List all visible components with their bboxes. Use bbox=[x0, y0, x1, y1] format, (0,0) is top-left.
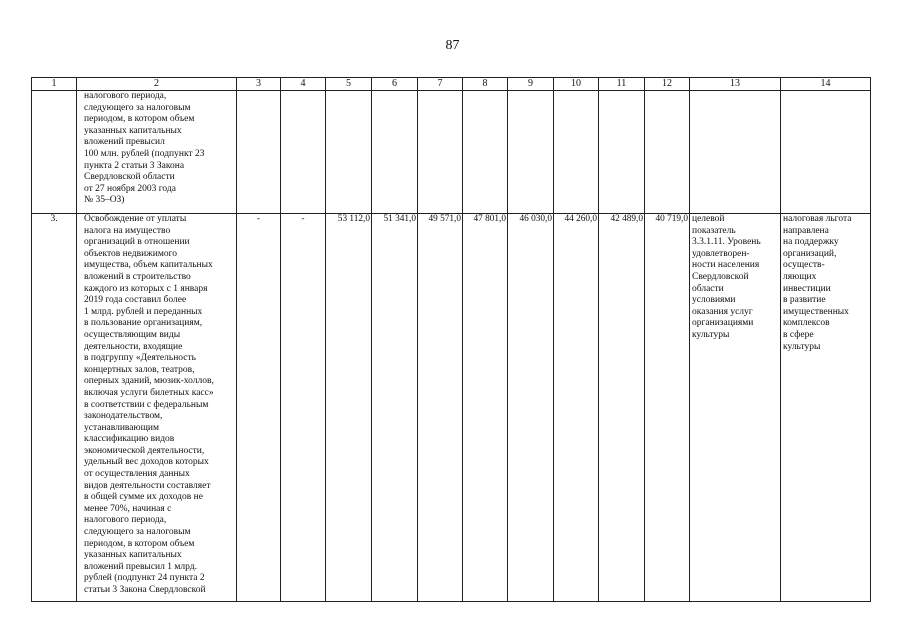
column-header: 13 bbox=[690, 78, 781, 91]
table-cell bbox=[554, 91, 599, 214]
row-number-cell: 3. bbox=[32, 214, 77, 602]
column-header: 10 bbox=[554, 78, 599, 91]
table-cell bbox=[237, 91, 281, 214]
value-cell: 46 030,0 bbox=[508, 214, 554, 602]
column-header: 9 bbox=[508, 78, 554, 91]
value-cell: 42 489,0 bbox=[599, 214, 645, 602]
table-cell bbox=[508, 91, 554, 214]
table-cell bbox=[781, 91, 871, 214]
value-cell: 49 571,0 bbox=[418, 214, 463, 602]
value-cell: 51 341,0 bbox=[372, 214, 418, 602]
benefit-purpose-cell: налоговая льгота направлена на поддержку организаций, осуществ- ляющих инвестиции в развитие имущественных комплексов в сфере культуры bbox=[781, 214, 871, 602]
target-indicator-cell: целевой показатель 3.3.1.11. Уровень удовлетворен- ности населения Свердловской области условиями оказания услуг организациями культуры bbox=[690, 214, 781, 602]
row-number-cell bbox=[32, 91, 77, 214]
table-cell bbox=[326, 91, 372, 214]
column-header: 1 bbox=[32, 78, 77, 91]
value-cell: 40 719,0 bbox=[645, 214, 690, 602]
table-cell bbox=[645, 91, 690, 214]
value-cell: 53 112,0 bbox=[326, 214, 372, 602]
column-header: 4 bbox=[281, 78, 326, 91]
table-cell bbox=[690, 91, 781, 214]
value-cell: 44 260,0 bbox=[554, 214, 599, 602]
column-header: 12 bbox=[645, 78, 690, 91]
table-cell bbox=[418, 91, 463, 214]
column-header: 5 bbox=[326, 78, 372, 91]
column-header: 11 bbox=[599, 78, 645, 91]
column-header: 3 bbox=[237, 78, 281, 91]
table-header-row bbox=[32, 78, 871, 91]
value-cell: - bbox=[237, 214, 281, 602]
tax-benefits-table bbox=[31, 77, 871, 602]
benefit-description-cell: Освобождение от уплаты налога на имущество организаций в отношении объектов недвижимого имущества, объем капитальных вложений в строительство каждого из которых с 1 января 2019 года составил более 1 млрд. рублей и переданных в пользование организациям, осуществляющим виды деятельности, входящие в подгруппу «Деятельность концертных залов, театров, оперных зданий, мюзик-холлов, включая услуги билетных касс» в соответствии с федеральным законодательством, устанавливающим классификацию видов экономической деятельности, удельный вес доходов которых от осуществления данных видов деятельности составляет в общей сумме их доходов не менее 70%, начиная с налогового периода, следующего за налоговым периодом, в котором объем указанных капитальных вложений превысил 1 млрд. рублей (подпункт 24 пункта 2 статьи 3 Закона Свердловской bbox=[77, 214, 237, 602]
value-cell: 47 801,0 bbox=[463, 214, 508, 602]
column-header: 6 bbox=[372, 78, 418, 91]
table-cell bbox=[281, 91, 326, 214]
benefit-description-cell: налогового периода, следующего за налоговым периодом, в котором объем указанных капитальных вложений превысил 100 млн. рублей (подпункт 23 пункта 2 статьи 3 Закона Свердловской области от 27 ноября 2003 года № 35–ОЗ) bbox=[77, 91, 237, 214]
column-header: 14 bbox=[781, 78, 871, 91]
value-cell: - bbox=[281, 214, 326, 602]
page-number: 87 bbox=[445, 38, 460, 53]
table-cell bbox=[372, 91, 418, 214]
column-header: 8 bbox=[463, 78, 508, 91]
table-cell bbox=[463, 91, 508, 214]
table-row-continuation bbox=[32, 91, 871, 214]
table-row-3 bbox=[32, 214, 871, 602]
table-cell bbox=[599, 91, 645, 214]
column-header: 2 bbox=[77, 78, 237, 91]
column-header: 7 bbox=[418, 78, 463, 91]
